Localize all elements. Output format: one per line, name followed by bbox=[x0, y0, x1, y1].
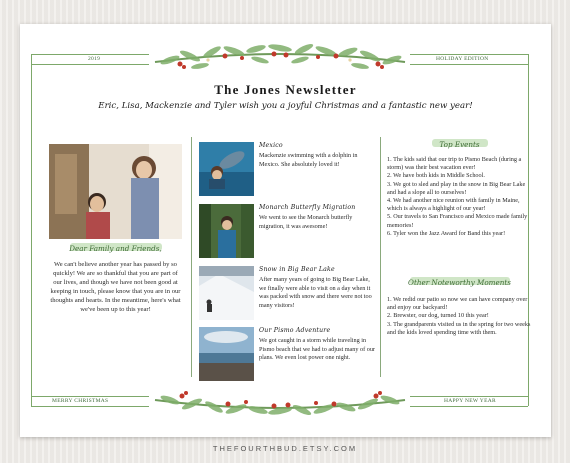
bottom-rule-left bbox=[31, 396, 149, 397]
story-title-snow: Snow in Big Bear Lake bbox=[259, 266, 335, 273]
pismo-beach-photo bbox=[199, 327, 254, 381]
family-kids-photo bbox=[49, 144, 182, 239]
top-rule-left-2 bbox=[31, 64, 149, 65]
column-divider-right bbox=[380, 137, 381, 377]
footer-left-label: MERRY CHRISTMAS bbox=[52, 398, 109, 404]
list-item: 5. Our travels to San Francisco and Mexico made family memories! bbox=[387, 213, 528, 229]
story-title-butterfly: Monarch Butterfly Migration bbox=[259, 204, 356, 211]
story-title-pismo: Our Pismo Adventure bbox=[259, 327, 331, 334]
top-rule-right-2 bbox=[410, 64, 528, 65]
list-item: 2. Brewster, our dog, turned 10 this year! bbox=[387, 312, 489, 320]
other-moments-heading: Other Noteworthy Moments bbox=[408, 278, 511, 287]
story-text-snow: After many years of going to Big Bear Lake, we finally were able to visit on a day when it was packed with snow and there were not too many visitors! bbox=[259, 276, 372, 309]
butterfly-migration-photo bbox=[199, 204, 254, 258]
top-events-list bbox=[387, 156, 532, 238]
other-moments-list bbox=[387, 296, 532, 337]
top-events-heading: Top Events bbox=[439, 140, 480, 149]
bottom-rule-right bbox=[410, 396, 528, 397]
top-garland-illustration bbox=[150, 38, 410, 78]
story-text-butterfly: We went to see the Monarch butterfly migration, it was awesome! bbox=[259, 214, 353, 230]
edition-label: HOLIDAY EDITION bbox=[436, 56, 489, 62]
list-item: 2. We have both kids in Middle School. bbox=[387, 172, 485, 180]
list-item: 3. We got to sled and play in the snow in Big Bear Lake and had a slope all to ourselves! bbox=[387, 180, 526, 196]
shop-watermark: THEFOURTHBUD.ETSY.COM bbox=[212, 444, 358, 453]
story-title-mexico: Mexico bbox=[259, 142, 283, 149]
column-divider-left bbox=[191, 137, 192, 377]
story-text-pismo: We got caught in a storm while traveling in Pismo beach that we had to adjust many of our plans. We even lost power one night. bbox=[259, 337, 375, 362]
newsletter-title: The Jones Newsletter bbox=[214, 82, 357, 97]
top-rule-right bbox=[410, 54, 528, 55]
year-label: 2019 bbox=[88, 56, 101, 62]
list-item: 3. The grandparents visited us in the spring for two weeks and the kids loved spending time with them. bbox=[387, 320, 531, 336]
story-text-mexico: Mackenzie swimming with a dolphin in Mexico. She absolutely loved it! bbox=[259, 152, 358, 168]
list-item: 1. The kids said that our trip to Pismo Beach (during a storm) was their best vacation ever! bbox=[387, 156, 522, 172]
list-item: 6. Tyler won the Jazz Award for Band this year! bbox=[387, 229, 506, 237]
list-item: 4. We had another nice reunion with family in Maine, which is always a highlight of our year! bbox=[387, 197, 520, 213]
bottom-garland-illustration bbox=[150, 382, 410, 422]
intro-heading: Dear Family and Friends, bbox=[69, 244, 162, 253]
top-rule-left bbox=[31, 54, 149, 55]
big-bear-snow-photo bbox=[199, 266, 254, 320]
list-item: 1. We redid our patio so now we can have company over and enjoy our backyard! bbox=[387, 296, 528, 312]
newsletter-sheet bbox=[20, 24, 551, 437]
footer-right-label: HAPPY NEW YEAR bbox=[444, 398, 496, 404]
mexico-dolphin-photo bbox=[199, 142, 254, 196]
intro-text: We can't believe another year has passed by so quickly! We are so thankful that you are part of our lives, and though we have not been good at keeping in touch, please know that you are in our thoughts and hearts. In the meantime, here's what we've been up to this year! bbox=[50, 261, 181, 313]
newsletter-subtitle: Eric, Lisa, Mackenzie and Tyler wish you a joyful Christmas and a fantastic new year! bbox=[98, 101, 473, 111]
bottom-rule-right-2 bbox=[410, 406, 528, 407]
bottom-rule-left-2 bbox=[31, 406, 149, 407]
